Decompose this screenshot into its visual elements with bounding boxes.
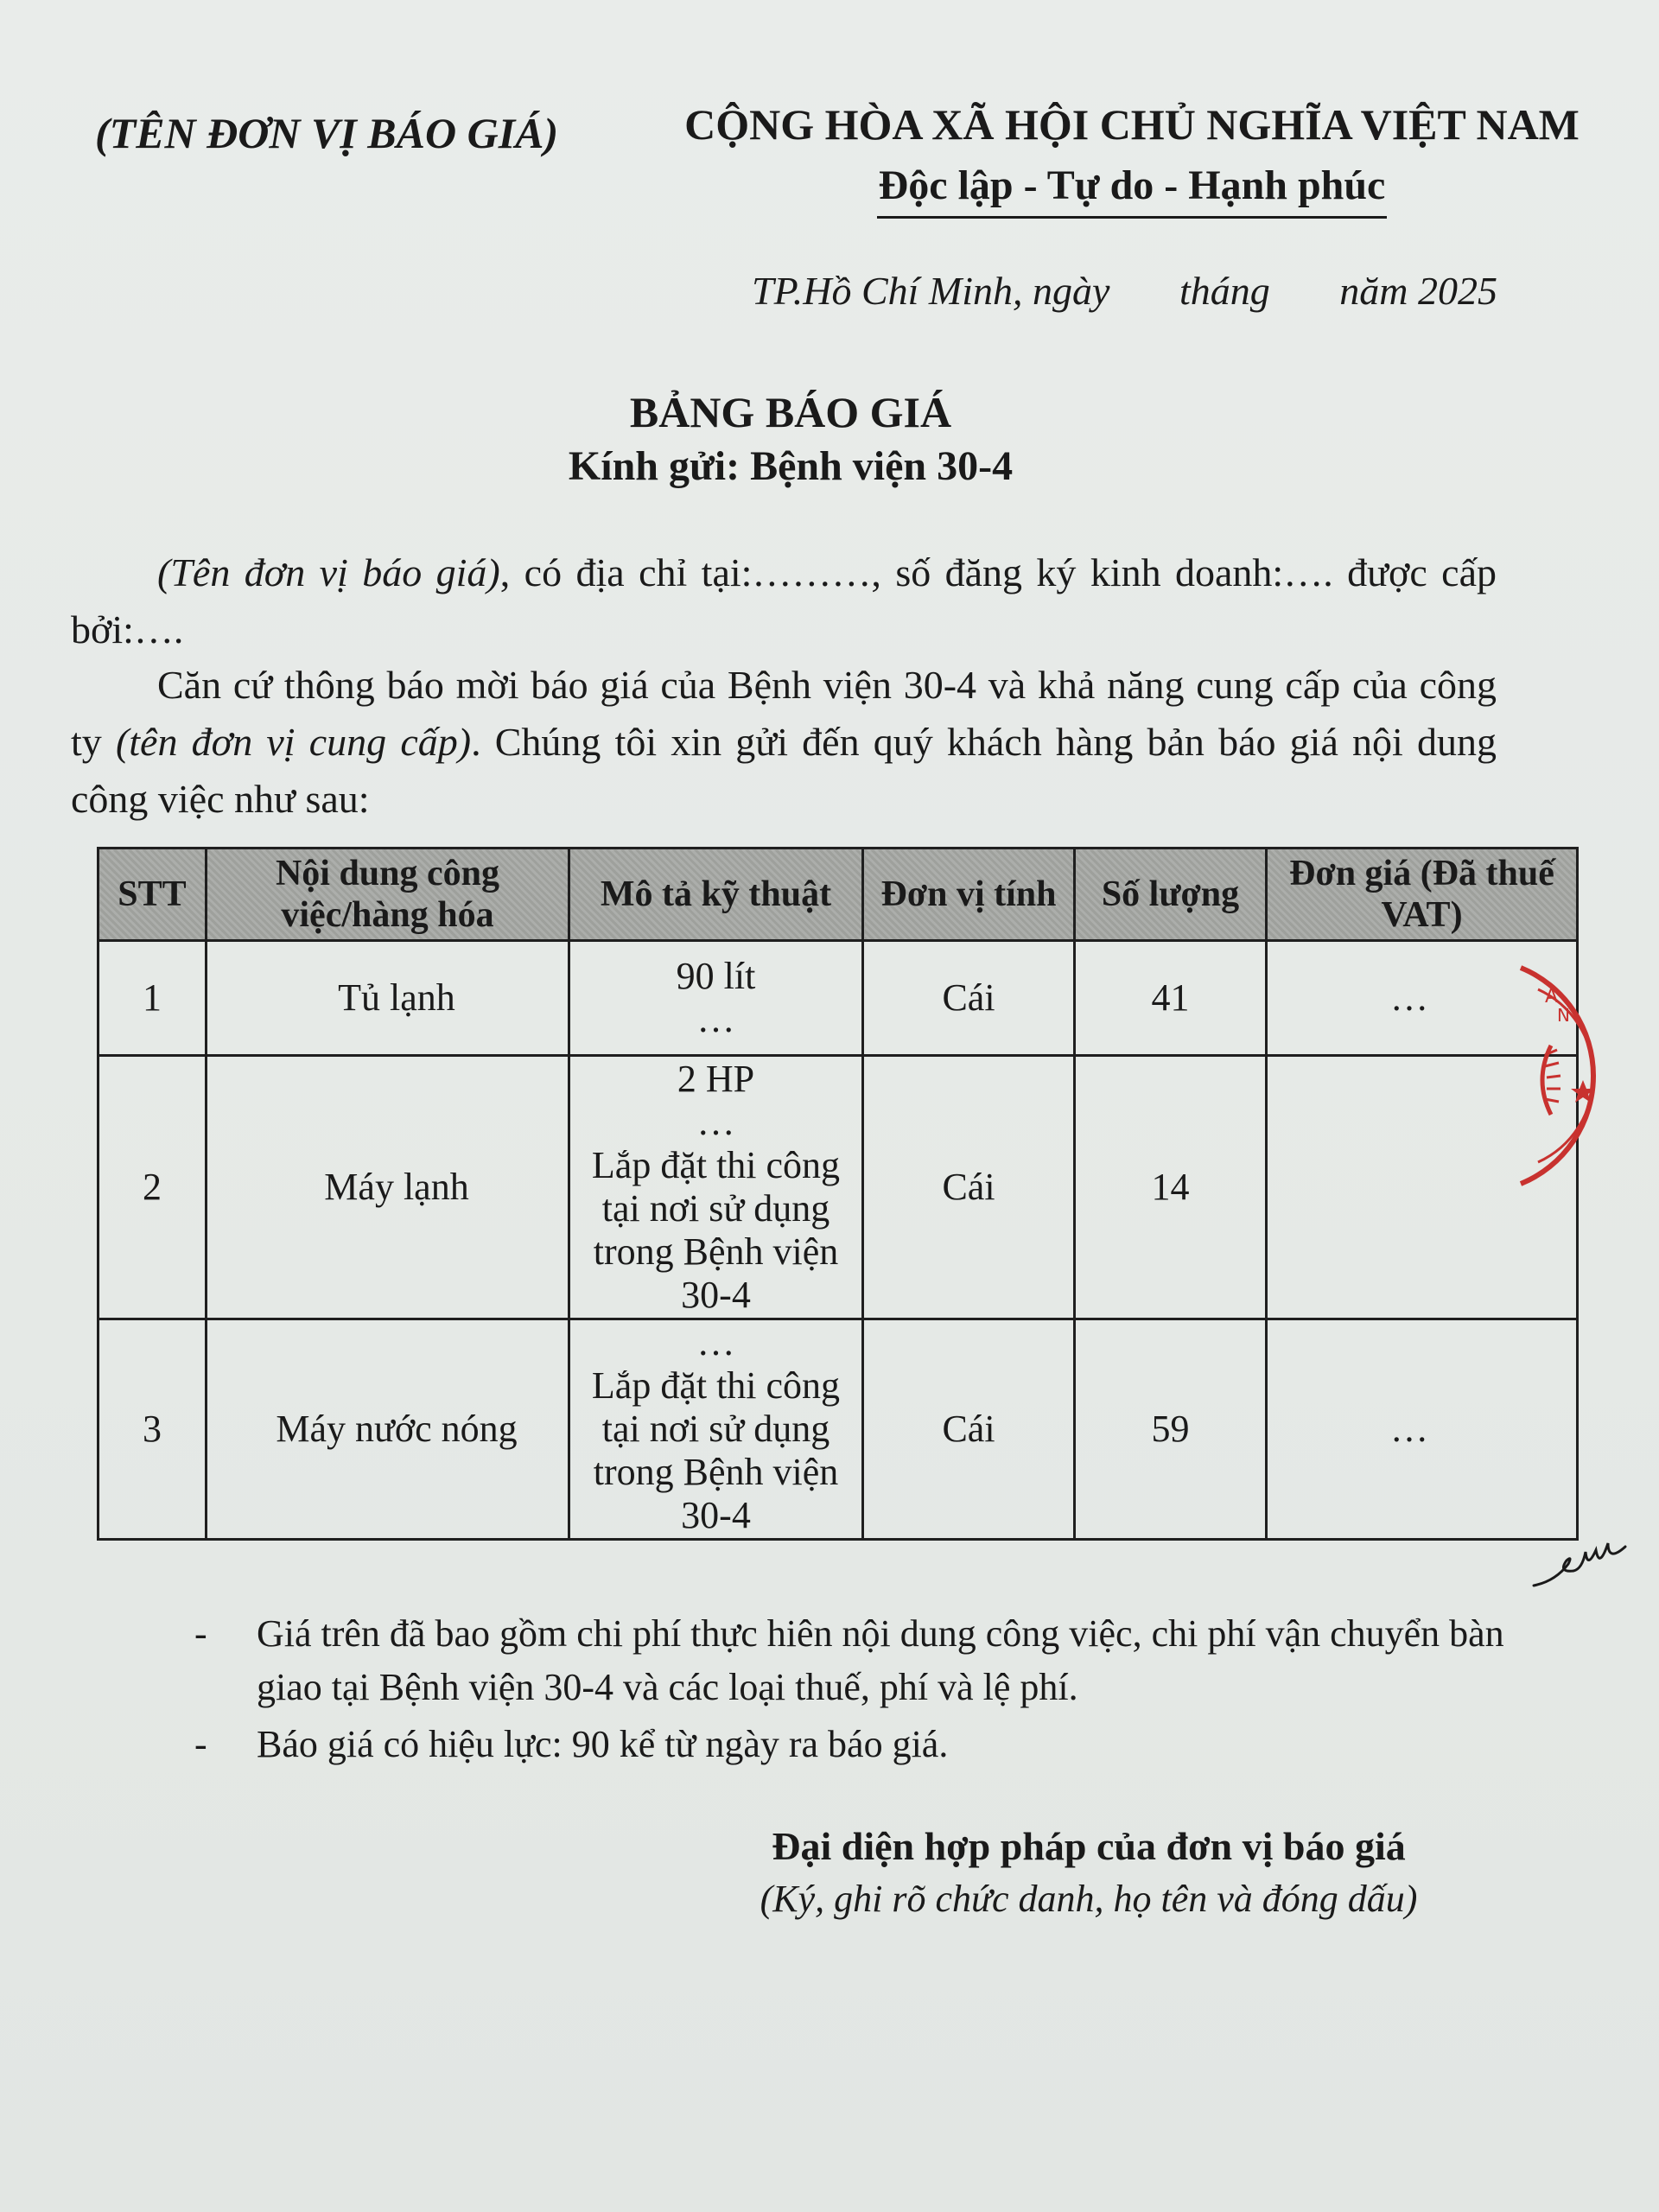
- svg-text:N: N: [1557, 1005, 1570, 1026]
- cell-name: Máy nước nóng: [207, 1319, 569, 1540]
- header-spec: Mô tả kỹ thuật: [569, 849, 863, 941]
- spec-line: 2 HP: [677, 1058, 755, 1100]
- header-content: Nội dung công việc/hàng hóa: [207, 849, 569, 941]
- spec-line: tại nơi sử dụng: [601, 1187, 830, 1230]
- cell-stt: 1: [99, 941, 207, 1056]
- bullet-dash: -: [194, 1723, 207, 1765]
- spec-line: Lắp đặt thi công: [591, 1364, 841, 1407]
- cell-unit: Cái: [863, 1056, 1075, 1319]
- header-price: Đơn giá (Đã thuế VAT): [1267, 849, 1578, 941]
- signature-title: Đại diện hợp pháp của đơn vị báo giá: [772, 1824, 1406, 1868]
- quote-table: [97, 847, 1579, 1541]
- republic-title: CỘNG HÒA XÃ HỘI CHỦ NGHĨA VIỆT NAM: [684, 100, 1580, 149]
- unit-placeholder: (TÊN ĐƠN VỊ BÁO GIÁ): [95, 109, 559, 157]
- table-row: [99, 1319, 1578, 1540]
- national-header: [683, 99, 1581, 219]
- basis-text-b: . Chúng tôi xin gửi đến quý khách hàng bản báo giá nội dung công việc như sau:: [71, 720, 1497, 821]
- date-place: TP.Hồ Chí Minh, ngày tháng năm 2025: [752, 269, 1497, 313]
- spec-line: 30-4: [681, 1494, 751, 1536]
- supplier-name-italic: (tên đơn vị cung cấp): [115, 720, 472, 764]
- cell-name: Tủ lạnh: [207, 941, 569, 1056]
- intro-text: , có địa chỉ tại:………, số đăng ký kinh doanh:…. được cấp bởi:….: [71, 550, 1497, 652]
- cell-spec: [569, 1319, 863, 1540]
- basis-paragraph: [71, 657, 1497, 828]
- table-header-row: [99, 849, 1578, 941]
- cell-price: …: [1267, 941, 1578, 1056]
- cell-stt: 3: [99, 1319, 207, 1540]
- cell-stt: 2: [99, 1056, 207, 1319]
- note-text: Giá trên đã bao gồm chi phí thực hiên nội dung công việc, chi phí vận chuyển bàn giao tại Bệnh viện 30-4 và các loại thuế, phí và lệ phí.: [257, 1612, 1504, 1708]
- motto: Độc lập - Tự do - Hạnh phúc: [878, 162, 1386, 208]
- cell-qty: 41: [1075, 941, 1267, 1056]
- company-seal-icon: [1503, 950, 1642, 1201]
- motto-underline: [877, 216, 1387, 219]
- recipient: Kính gửi: Bệnh viện 30-4: [568, 443, 1014, 489]
- list-item: [194, 1607, 1508, 1714]
- signature-instruction: (Ký, ghi rõ chức danh, họ tên và đóng dấu): [760, 1878, 1418, 1920]
- bullet-dash: -: [194, 1612, 207, 1655]
- cell-spec: [569, 1056, 863, 1319]
- basis-text-a: Căn cứ thông báo mời báo giá của Bệnh viện 30-4 và khả năng cung cấp của công ty: [71, 663, 1497, 764]
- spec-line: Lắp đặt thi công: [591, 1144, 841, 1186]
- cell-unit: Cái: [863, 941, 1075, 1056]
- header-qty: Số lượng: [1075, 849, 1267, 941]
- spec-line: tại nơi sử dụng: [601, 1408, 830, 1450]
- header-unit: Đơn vị tính: [863, 849, 1075, 941]
- note-text: Báo giá có hiệu lực: 90 kể từ ngày ra báo giá.: [257, 1723, 949, 1765]
- notes-list: [194, 1607, 1508, 1771]
- cell-qty: 59: [1075, 1319, 1267, 1540]
- spec-line: trong Bệnh viện: [593, 1230, 839, 1273]
- table-row: [99, 1056, 1578, 1319]
- list-item: [194, 1718, 1508, 1771]
- spec-line: 90 lít: [676, 955, 756, 997]
- spec-line: …: [696, 1321, 735, 1363]
- unit-name-italic: (Tên đơn vị báo giá): [157, 550, 500, 594]
- intro-paragraph: [71, 544, 1497, 658]
- table-row: [99, 941, 1578, 1056]
- cell-spec: [569, 941, 863, 1056]
- cell-price: …: [1267, 1319, 1578, 1540]
- spec-line: 30-4: [681, 1274, 751, 1316]
- spec-line: …: [696, 1101, 735, 1143]
- cell-name: Máy lạnh: [207, 1056, 569, 1319]
- spec-line: trong Bệnh viện: [593, 1451, 839, 1493]
- signature-icon: [1529, 1521, 1633, 1599]
- document-title: BẢNG BÁO GIÁ: [629, 388, 952, 436]
- cell-unit: Cái: [863, 1319, 1075, 1540]
- svg-text:A: A: [1545, 986, 1559, 1007]
- header-stt: STT: [99, 849, 207, 941]
- cell-qty: 14: [1075, 1056, 1267, 1319]
- spec-line: …: [696, 998, 735, 1040]
